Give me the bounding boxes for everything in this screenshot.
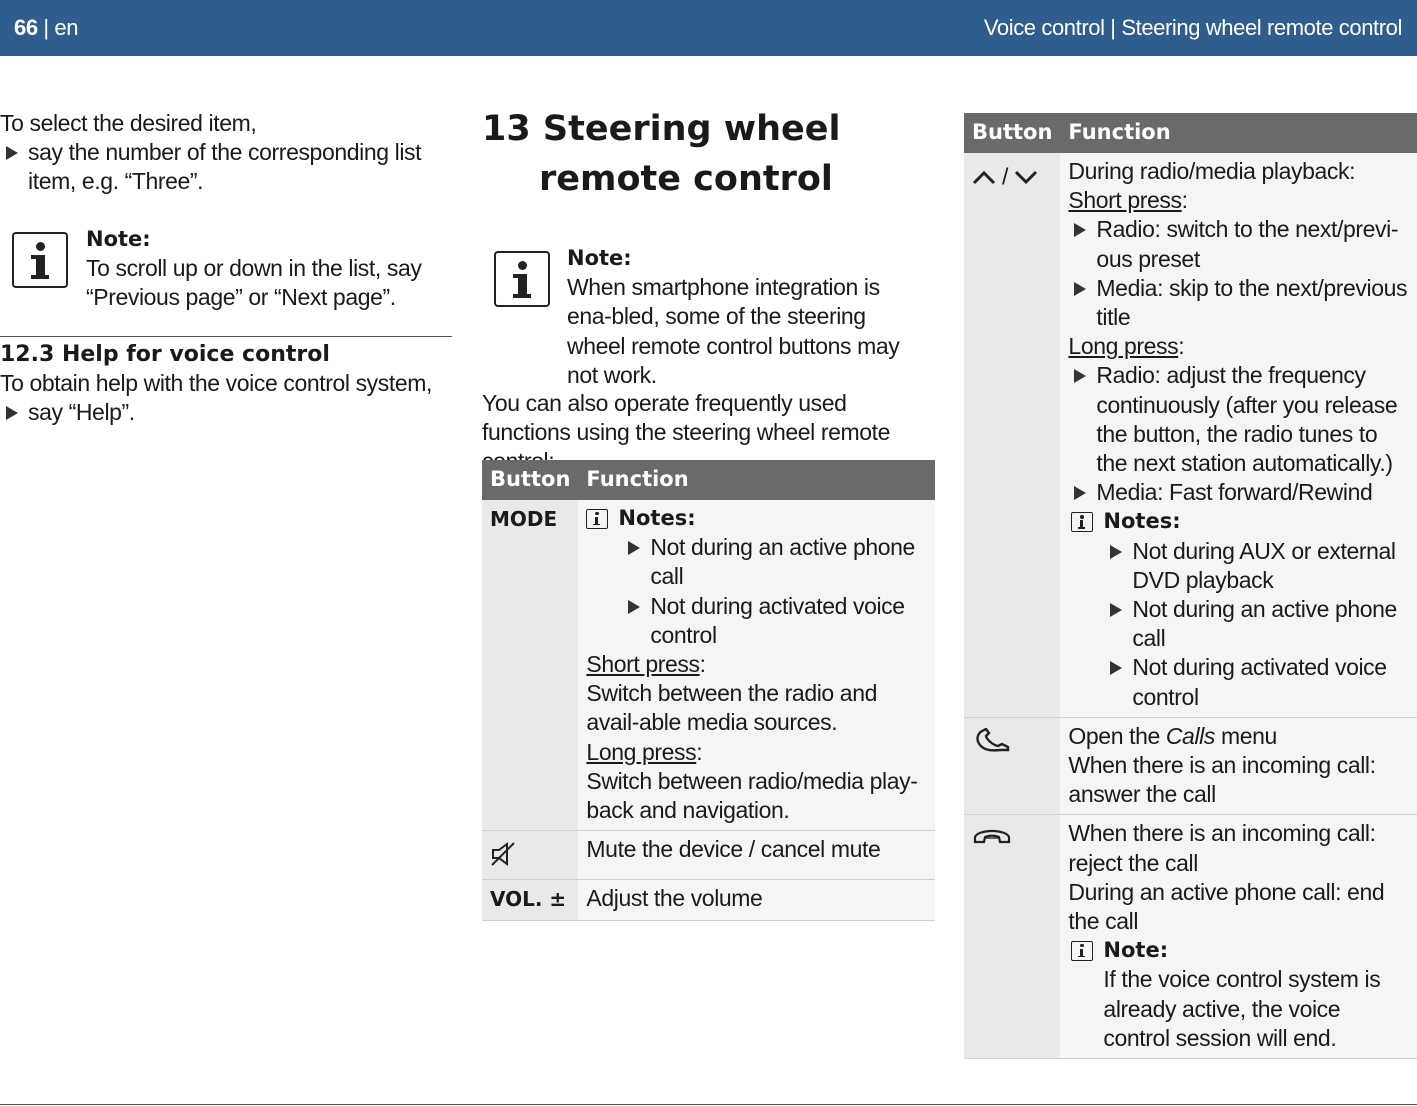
pickup-text-1: Open the Calls menu (1068, 722, 1277, 749)
bottom-rule (0, 1104, 1417, 1105)
phone-hangup-icon (972, 825, 1012, 847)
table-row: MODE Notes: Not during an active phone call Not during activated voice control Short press: Switch between the radio and avail-able media sources. Long press: Switch between radio/media play-back and navigation. (482, 500, 935, 831)
chevron-up-down-icon: / (972, 162, 1038, 188)
note-title: Note: (86, 227, 151, 251)
table-row (964, 717, 1417, 815)
help-intro: To obtain help with the voice control system, (0, 370, 433, 397)
vol-button-label: VOL. ± (490, 887, 567, 912)
list-item: Radio: adjust the frequency continuously (after you release the button, the radio tunes to the next station automatically.) (1068, 361, 1409, 478)
list-item: Not during AUX or external DVD playback (1104, 537, 1409, 595)
page-number: 66 | en (14, 15, 79, 40)
function-table-right (964, 113, 1417, 1059)
updown-intro: During radio/media playback: (1068, 158, 1356, 184)
table-row: / During radio/media playback: Short press: Radio: switch to the next/previ-ous preset Media: skip to the next/previous title Long press: Radio: adjust the frequency continuously (after you release the button, the radio tunes to the next station automatically.) Media: Fast forward/Rewind Notes: Not during AUX or external DVD playback Not during an active phone call Not during activated voice control (964, 153, 1417, 717)
mode-button-label: MODE (490, 507, 558, 531)
list-item: Not during activated voice control (1104, 653, 1409, 711)
table-row (482, 880, 935, 920)
short-press-label: Short press (586, 651, 700, 678)
running-head: Voice control | Steering wheel remote control (983, 15, 1402, 40)
page-header (0, 0, 1417, 56)
info-icon (12, 232, 68, 288)
hangup-text-2: During an active phone call: end the call (1068, 878, 1385, 935)
table-row (482, 831, 935, 880)
list-item: Media: skip to the next/previous title (1068, 274, 1409, 332)
long-press-label: Long press (586, 738, 697, 765)
list-item: Not during an active phone call (622, 533, 927, 591)
vol-text: Adjust the volume (586, 885, 763, 912)
function-table-left (482, 460, 935, 921)
table-row (964, 815, 1417, 1059)
list-item: Radio: switch to the next/previ-ous preset (1068, 215, 1409, 273)
section-heading: 12.3 Help for voice control (0, 342, 330, 367)
left-column (0, 109, 452, 197)
table-intro: You can also operate frequently used functions using the steering wheel remote (482, 390, 891, 446)
column-header-function: Function (1060, 113, 1417, 153)
note-heading: Note: (1068, 936, 1409, 965)
long-press-text: Switch between radio/media play-back and navigation. (586, 767, 918, 824)
column-header-function: Function (578, 460, 935, 500)
hangup-note-text: If the voice control system is already active, the voice control session will end. (1103, 966, 1381, 1051)
note-text: To scroll up or down in the list, say “Previous page” or “Next page”. (86, 255, 422, 311)
hangup-text-1: When there is an incoming call: reject the call (1068, 820, 1376, 876)
column-header-button: Button (964, 113, 1060, 153)
section-divider (0, 336, 452, 337)
short-press-text: Switch between the radio and avail-able media sources. (586, 680, 877, 736)
long-press-label: Long press (1068, 333, 1179, 360)
info-icon (586, 509, 608, 529)
info-icon (494, 251, 550, 307)
phone-pickup-icon (972, 728, 1012, 754)
short-press-label: Short press (1068, 187, 1182, 214)
scroll-note (86, 225, 446, 313)
notes-heading: Notes: (1068, 507, 1409, 536)
pickup-text-2: When there is an incoming call: answer the call (1068, 752, 1376, 808)
list-item: Not during activated voice control (622, 592, 927, 650)
smartphone-note (567, 244, 927, 390)
mute-speaker-icon (490, 841, 518, 867)
info-icon (1071, 512, 1093, 532)
help-bullet: say “Help”. (0, 398, 452, 427)
notes-heading: Notes: (586, 504, 927, 533)
info-icon (1071, 941, 1093, 961)
column-header-button: Button (482, 460, 578, 500)
select-intro: To select the desired item, (0, 110, 257, 136)
list-item: Not during an active phone call (1104, 595, 1409, 653)
help-section (0, 340, 452, 428)
list-item: Media: Fast forward/Rewind (1068, 478, 1409, 507)
mute-text: Mute the device / cancel mute (586, 836, 881, 863)
select-bullet: say the number of the corresponding list item, e.g. “Three”. (0, 138, 452, 196)
chapter-heading: 13 Steering wheel remote control (482, 109, 841, 199)
note-text: When smartphone integration is ena-bled, some of the steering wheel remote control buttons may not work. (567, 274, 900, 388)
note-title: Note: (567, 246, 632, 270)
